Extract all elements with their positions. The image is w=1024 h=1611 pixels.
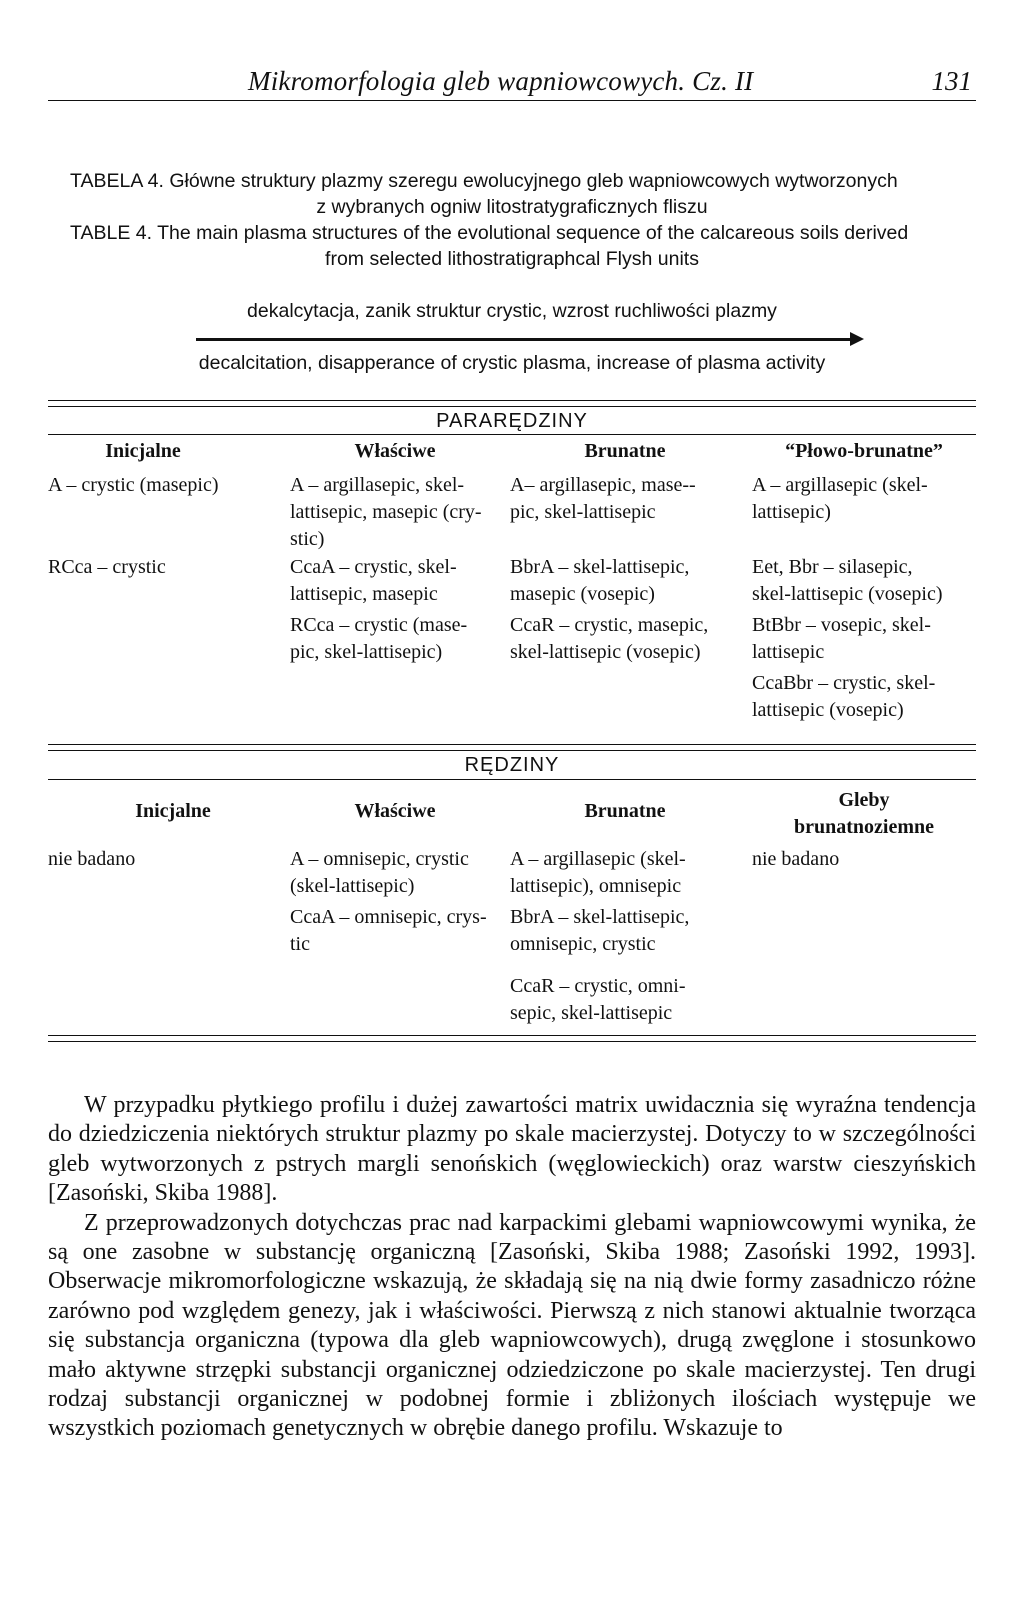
page-number: 131 [931,66,972,96]
text-line: lattisepic, masepic [290,583,438,605]
text-line: sepic, skel-lattisepic [510,1002,673,1024]
header-r-gleby [752,787,976,841]
text-line: Eet, Bbr – silasepic, [752,556,913,578]
cell-plowo-2 [752,554,976,608]
text-line: BtBbr – vosepic, skel- [752,614,931,636]
text-line: tic [290,933,310,955]
text-line: CcaA – crystic, skel- [290,556,457,578]
cell-brunatne-2 [510,554,740,608]
cell-r-brunatne-1 [510,846,740,900]
text-line: lattisepic, masepic (cry- [290,501,482,523]
header-wlasciwe: Właściwe [354,440,436,462]
text-line: A – argillasepic (skel- [752,474,928,496]
cell-r-wlasciwe-1 [290,846,500,900]
text-line: lattisepic [752,641,825,663]
header-r-inicjalne: Inicjalne [135,800,211,822]
section-title-rendziny: RĘDZINY [464,754,560,776]
text-line: lattisepic), omnisepic [510,875,682,897]
paragraph-2: Z przeprowadzonych dotychczas prac nad karpackimi glebami wapniowcowymi wynika, że są one zasobne w substancję organiczną [Zasoński, Skiba 1988; Zasoński 1992, 1993]. Obserwacje mikromorfologiczne wskazują, że składają się na nią dwie formy zasadniczo różne zarówno pod względem genezy, jak i właściwości. Pierwszą z nich stanowi aktualnie tworząca się substancja organiczna (typowa dla gleb wapniowcowych), drugą zwęglone i stosunkowo mało aktywne strzępki substancji organicznej odziedziczone po skale macierzystej. Ten drugi rodzaj substancji organicznej w podobnej formie i zbliżonych ilościach występuje we wszystkich poziomach genetycznych w obrębie danego profilu. Wskazuje to [48,1209,976,1442]
cell-wlasciwe-2 [290,554,500,608]
text-line: BbrA – skel-lattisepic, [510,906,690,928]
text-line: CcaR – crystic, masepic, [510,614,709,636]
cell-plowo-4 [752,670,976,724]
cell-wlasciwe-3 [290,612,500,666]
cell-plowo-1 [752,472,976,526]
text-line: (skel-lattisepic) [290,875,415,897]
text-line: omnisepic, crystic [510,933,656,955]
text-line: BbrA – skel-lattisepic, [510,556,690,578]
header-r-brunatne: Brunatne [584,800,666,822]
trend-en: decalcitation, disapperance of crystic plasma, increase of plasma activity [198,352,826,374]
header-inicjalne: Inicjalne [105,440,181,462]
paragraph-1: W przypadku płytkiego profilu i dużej zawartości matrix uwidacznia się wyraźna tendencja do dziedziczenia niektórych struktur plazmy po skale macierzystej. Dotyczy to w szczególności gleb wytworzonych z pstrych margli senońskich (węglowieckich) oraz warstw cieszyńskich [Zasoński, Skiba 1988]. [48,1092,976,1207]
text-line: lattisepic) [752,501,831,523]
text-line: A – argillasepic (skel- [510,848,686,870]
cell-r-wlasciwe-2 [290,904,500,958]
cell-r-gleby: nie badano [752,848,840,870]
header-brunatne: Brunatne [584,440,666,462]
rule-rendziny-top [48,744,976,751]
header-r-wlasciwe: Właściwe [354,800,436,822]
rule-bottom [48,1035,976,1042]
text-line: CcaA – omnisepic, crys- [290,906,487,928]
cell-r-inicjalne: nie badano [48,848,136,870]
text-line: A– argillasepic, mase-- [510,474,696,496]
running-header [48,66,976,101]
rule-sub [48,434,976,435]
cell-brunatne-1 [510,472,740,526]
caption-en-line1: TABLE 4. The main plasma structures of the evolutional sequence of the calcareous soils derived [70,222,909,244]
text-line: stic) [290,528,325,550]
rule-rendziny-sub [48,779,976,780]
text-line: pic, skel-lattisepic [510,501,656,523]
caption-en-line2: from selected lithostratigraphcal Flysh units [325,248,699,270]
cell-wlasciwe-1 [290,472,500,553]
cell-brunatne-3 [510,612,740,666]
section-title-pararendziny: PARARĘDZINY [436,410,588,432]
header-plowo-brunatne: “Płowo-brunatne” [785,440,943,462]
trend-pl: dekalcytacja, zanik struktur crystic, wzrost ruchliwości plazmy [247,300,777,322]
text-line: masepic (vosepic) [510,583,655,605]
text-line: A – argillasepic, skel- [290,474,465,496]
text-line: brunatnoziemne [794,816,934,838]
text-line: RCca – crystic (mase- [290,614,468,636]
trend-arrow-line [196,338,854,341]
text-line: A – omnisepic, crystic [290,848,469,870]
body-text [48,1091,976,1444]
arrow-right-icon [850,332,864,346]
running-title: Mikromorfologia gleb wapniowcowych. Cz. II [248,66,754,96]
cell-inicjalne-2: RCca – crystic [48,556,166,578]
text-line: Gleby [838,789,890,811]
cell-inicjalne-1: A – crystic (masepic) [48,474,219,496]
text-line: CcaBbr – crystic, skel- [752,672,936,694]
cell-r-brunatne-2 [510,904,740,958]
text-line: skel-lattisepic (vosepic) [510,641,701,663]
cell-r-brunatne-3 [510,973,740,1027]
cell-plowo-3 [752,612,976,666]
text-line: skel-lattisepic (vosepic) [752,583,943,605]
caption-pl-line2: z wybranych ogniw litostratygraficznych fliszu [316,196,708,218]
rule-top [48,400,976,407]
text-line: lattisepic (vosepic) [752,699,904,721]
text-line: CcaR – crystic, omni- [510,975,686,997]
text-line: pic, skel-lattisepic) [290,641,443,663]
caption-pl-line1: TABELA 4. Główne struktury plazmy szeregu ewolucyjnego gleb wapniowcowych wytworzonych [70,170,898,192]
